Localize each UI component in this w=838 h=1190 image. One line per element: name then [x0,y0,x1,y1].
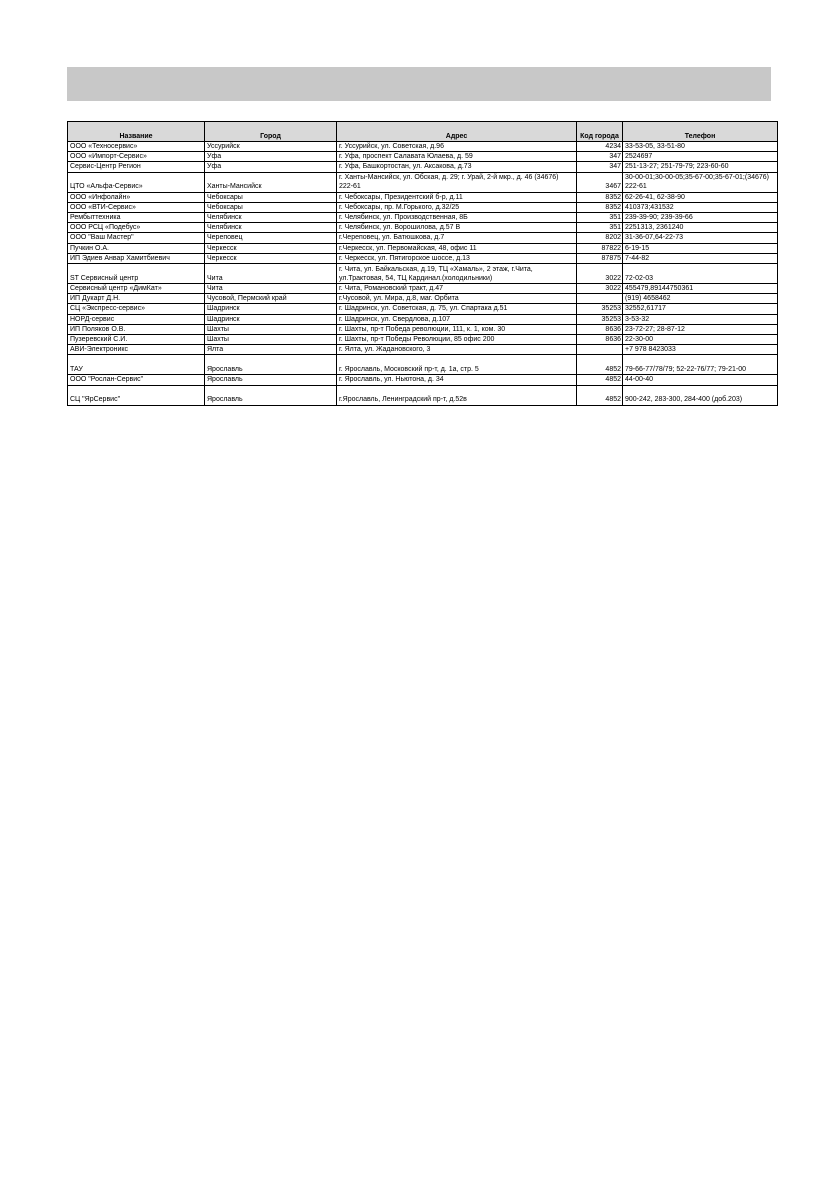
cell-phone: 410373;431532 [623,202,778,212]
cell-city: Чусовой, Пермский край [205,294,337,304]
cell-name: ООО «ВТИ-Сервис» [68,202,205,212]
cell-name: ИП Дукарт Д.Н. [68,294,205,304]
cell-code: 347 [577,162,623,172]
cell-city: Шахты [205,335,337,345]
header-code: Код города [577,122,623,142]
table-row [68,355,778,375]
cell-code: 35253 [577,304,623,314]
cell-city: Чебоксары [205,202,337,212]
cell-city: Челябинск [205,223,337,233]
cell-phone: 44-00-40 [623,375,778,385]
cell-address: г. Чита, Романовский тракт, д.47 [337,284,577,294]
table-row [68,314,778,324]
table-row [68,243,778,253]
table-row [68,142,778,152]
cell-code: 8636 [577,324,623,334]
cell-city: Чебоксары [205,192,337,202]
service-centers-table [67,121,778,406]
cell-name: Сервисный центр «ДимКат» [68,284,205,294]
cell-code: 347 [577,152,623,162]
cell-city: Черкесск [205,253,337,263]
cell-phone: 31-36-07,64-22-73 [623,233,778,243]
cell-city: Шахты [205,324,337,334]
cell-name: ООО «Техносервис» [68,142,205,152]
cell-address: г. Челябинск, ул. Ворошилова, д.57 В [337,223,577,233]
cell-name: СЦ «Экспресс-сервис» [68,304,205,314]
cell-city: Уссурийск [205,142,337,152]
table-row [68,385,778,405]
cell-address: г. Ярославль, ул. Ньютона, д. 34 [337,375,577,385]
cell-name: Рембыттехника [68,213,205,223]
cell-name: Пузеревский С.И. [68,335,205,345]
cell-code: 4852 [577,355,623,375]
table-row [68,304,778,314]
cell-address: г.Чусовой, ул. Мира, д.8, маг. Орбита [337,294,577,304]
cell-address: г.Череповец, ул. Батюшкова, д.7 [337,233,577,243]
cell-city: Уфа [205,162,337,172]
table-row [68,172,778,192]
cell-city: Ялта [205,345,337,355]
cell-city: Ярославль [205,355,337,375]
cell-city: Череповец [205,233,337,243]
cell-address: г. Шахты, пр-т Победа революции, 111, к. 1, ком. 30 [337,324,577,334]
cell-city: Челябинск [205,213,337,223]
table-row [68,213,778,223]
cell-address: г. Ханты-Мансийск, ул. Обская, д. 29; г. Урай, 2-й мкр., д. 46 (34676) 222-61 [337,172,577,192]
table-row [68,335,778,345]
cell-code: 3022 [577,284,623,294]
cell-name: Сервис-Центр Регион [68,162,205,172]
cell-address: г. Шадринск, ул. Советская, д. 75, ул. Спартака д.51 [337,304,577,314]
cell-phone: 62-26-41, 62-38-90 [623,192,778,202]
cell-code: 4234 [577,142,623,152]
cell-address: г. Уфа, Башкортостан, ул. Аксакова, д.73 [337,162,577,172]
table-row [68,152,778,162]
cell-code: 8202 [577,233,623,243]
cell-phone: 900-242, 283-300, 284-400 (доб.203) [623,385,778,405]
cell-phone: 455479,89144750361 [623,284,778,294]
table-row [68,202,778,212]
cell-phone: 6-19-15 [623,243,778,253]
cell-code: 87822 [577,243,623,253]
cell-phone: 22-30-00 [623,335,778,345]
table-row [68,192,778,202]
cell-city: Ханты-Мансийск [205,172,337,192]
table-row [68,294,778,304]
cell-address: г. Чебоксары, пр. М.Горького, д.32/25 [337,202,577,212]
cell-phone: +7 978 8423033 [623,345,778,355]
cell-code: 351 [577,213,623,223]
cell-phone: 3-53-32 [623,314,778,324]
table-row [68,324,778,334]
cell-phone: 7-44-82 [623,253,778,263]
cell-address: г. Челябинск, ул. Производственная, 8Б [337,213,577,223]
cell-code: 8352 [577,192,623,202]
cell-code: 4852 [577,385,623,405]
table-header-row [68,122,778,142]
cell-name: ИП Эдиев Анвар Хамитбиевич [68,253,205,263]
cell-address: г. Уссурийск, ул. Советская, д.96 [337,142,577,152]
header-address: Адрес [337,122,577,142]
cell-address: г. Шадринск, ул. Свердлова, д.107 [337,314,577,324]
cell-address: г. Чебоксары, Президентский б-р, д.11 [337,192,577,202]
header-city: Город [205,122,337,142]
cell-code: 35253 [577,314,623,324]
cell-phone: (919) 4658462 [623,294,778,304]
cell-phone: 72-02-03 [623,264,778,284]
cell-code: 8352 [577,202,623,212]
cell-city: Шадринск [205,304,337,314]
cell-name: ИП Поляков О.В. [68,324,205,334]
table-row [68,345,778,355]
table-row [68,284,778,294]
cell-phone: 32552,61717 [623,304,778,314]
cell-address: г. Черкесск, ул. Пятигорское шоссе, д.13 [337,253,577,263]
table-row [68,264,778,284]
cell-phone: 239-39-90; 239-39-66 [623,213,778,223]
cell-address: г. Чита, ул. Байкальская, д.19, ТЦ «Хамаль», 2 этаж, г.Чита, ул.Трактовая, 54, ТЦ Кардинал.(холодильники) [337,264,577,284]
cell-city: Уфа [205,152,337,162]
cell-phone: 30-00-01;30-00-05;35-67-00;35-67-01;(34676) 222-61 [623,172,778,192]
cell-code: 4852 [577,375,623,385]
cell-name: ООО "Ваш Мастер" [68,233,205,243]
cell-code: 3467 [577,172,623,192]
cell-city: Ярославль [205,385,337,405]
cell-code: 87875 [577,253,623,263]
cell-city: Ярославль [205,375,337,385]
header-phone: Телефон [623,122,778,142]
cell-name: ST Сервисный центр [68,264,205,284]
cell-name: ТАУ [68,355,205,375]
cell-name: ООО «Импорт-Сервис» [68,152,205,162]
cell-name: Пучкин О.А. [68,243,205,253]
cell-name: ООО "Рослан-Сервис" [68,375,205,385]
cell-code: 3022 [577,264,623,284]
table-row [68,375,778,385]
cell-phone: 23-72-27; 28-87-12 [623,324,778,334]
cell-code [577,345,623,355]
header-banner [67,67,771,101]
cell-phone: 2251313, 2361240 [623,223,778,233]
cell-name: НОРД-сервис [68,314,205,324]
cell-name: СЦ "ЯрСервис" [68,385,205,405]
cell-address: г. Шахты, пр-т Победы Революции, 85 офис 200 [337,335,577,345]
cell-code: 8636 [577,335,623,345]
cell-city: Шадринск [205,314,337,324]
cell-name: ЦТО «Альфа-Сервис» [68,172,205,192]
cell-address: г. Уфа, проспект Салавата Юлаева, д. 59 [337,152,577,162]
table-row [68,253,778,263]
cell-city: Чита [205,284,337,294]
cell-phone: 33-53-05, 33-51-80 [623,142,778,152]
cell-name: ООО РСЦ «Подебус» [68,223,205,233]
cell-phone: 251-13-27; 251-79-79; 223-60-60 [623,162,778,172]
table-row [68,233,778,243]
cell-phone: 2524697 [623,152,778,162]
cell-address: г.Ярославль, Ленинградский пр-т, д.52в [337,385,577,405]
cell-name: АВИ-Электроникс [68,345,205,355]
cell-code [577,294,623,304]
table-row [68,223,778,233]
cell-name: ООО «Инфолайн» [68,192,205,202]
cell-city: Чита [205,264,337,284]
cell-city: Черкесск [205,243,337,253]
header-name: Название [68,122,205,142]
cell-address: г. Ялта, ул. Жадановского, 3 [337,345,577,355]
cell-address: г. Ярославль, Московский пр-т, д. 1а, стр. 5 [337,355,577,375]
cell-phone: 79-66-77/78/79; 52-22-76/77; 79-21-00 [623,355,778,375]
cell-address: г.Черкесск, ул. Первомайская, 48, офис 11 [337,243,577,253]
cell-code: 351 [577,223,623,233]
table-row [68,162,778,172]
